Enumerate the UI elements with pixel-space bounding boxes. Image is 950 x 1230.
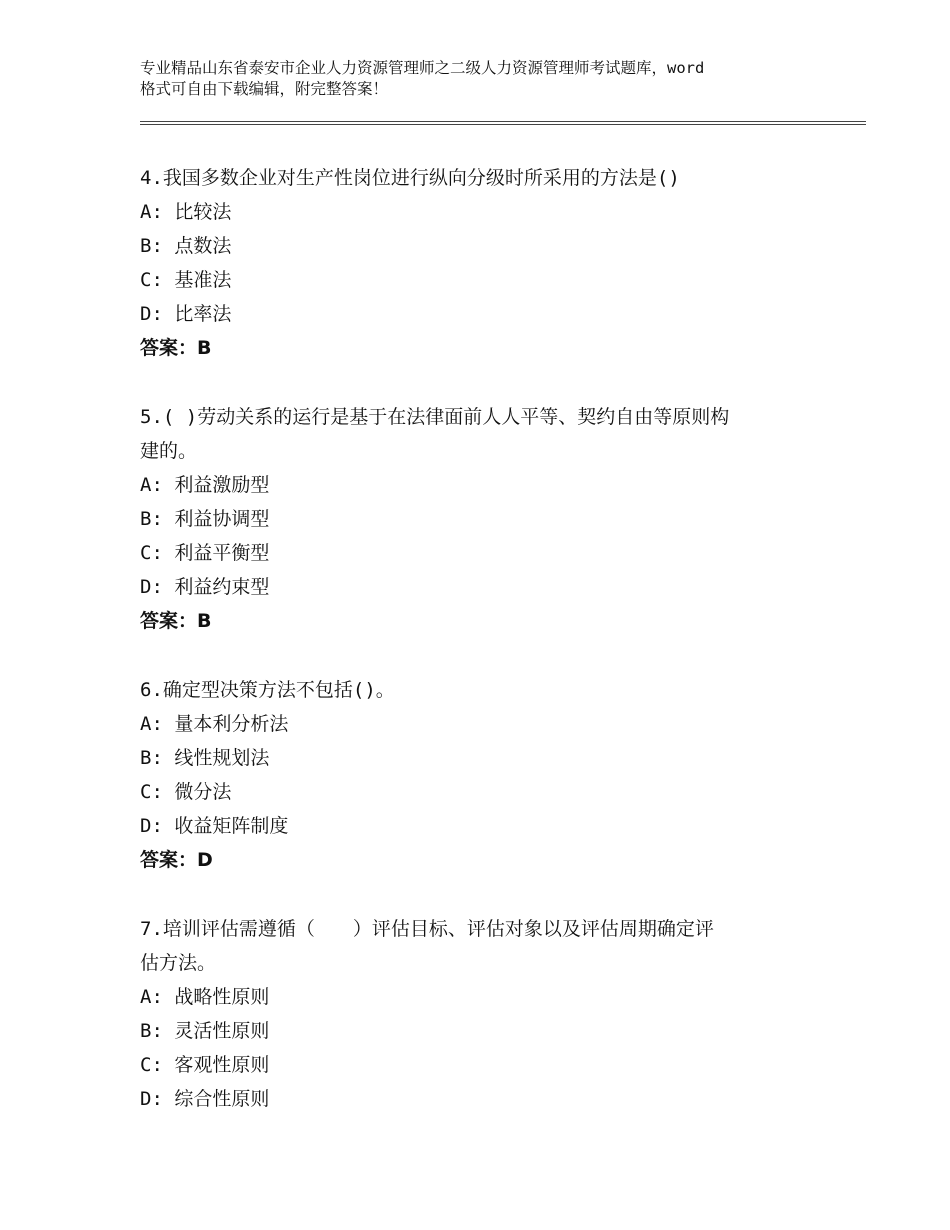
option-d: D: 比率法 <box>140 303 232 325</box>
option-a: A: 利益激励型 <box>140 474 270 496</box>
option-c: C: 基准法 <box>140 269 232 291</box>
question-stem: 6.确定型决策方法不包括()。 <box>140 679 395 701</box>
option-d: D: 利益约束型 <box>140 576 270 598</box>
option-c: C: 微分法 <box>140 781 232 803</box>
option-a: A: 比较法 <box>140 201 232 223</box>
question-7 <box>140 912 820 1116</box>
question-stem: 5.( )劳动关系的运行是基于在法律面前人人平等、契约自由等原则构 <box>140 406 730 428</box>
option-d: D: 收益矩阵制度 <box>140 815 289 837</box>
answer: 答案：B <box>140 610 212 632</box>
option-b: B: 线性规划法 <box>140 747 270 769</box>
option-b: B: 利益协调型 <box>140 508 270 530</box>
header-line-1: 专业精品山东省泰安市企业人力资源管理师之二级人力资源管理师考试题库，word <box>140 59 705 77</box>
question-stem: 4.我国多数企业对生产性岗位进行纵向分级时所采用的方法是() <box>140 167 680 189</box>
option-b: B: 点数法 <box>140 235 232 257</box>
option-b: B: 灵活性原则 <box>140 1020 270 1042</box>
option-a: A: 量本利分析法 <box>140 713 289 735</box>
option-a: A: 战略性原则 <box>140 986 270 1008</box>
document-header <box>140 58 830 100</box>
answer: 答案：B <box>140 337 212 359</box>
question-stem: 7.培训评估需遵循（ ）评估目标、评估对象以及评估周期确定评 <box>140 918 714 940</box>
question-stem-continued: 估方法。 <box>140 952 217 974</box>
header-divider-bottom <box>140 124 866 125</box>
answer: 答案：D <box>140 849 213 871</box>
option-d: D: 综合性原则 <box>140 1088 270 1110</box>
option-c: C: 客观性原则 <box>140 1054 270 1076</box>
header-divider-top <box>140 121 866 122</box>
header-line-2: 格式可自由下载编辑，附完整答案！ <box>140 80 389 98</box>
option-c: C: 利益平衡型 <box>140 542 270 564</box>
question-4 <box>140 161 820 365</box>
question-5 <box>140 400 820 638</box>
question-stem-continued: 建的。 <box>140 440 198 462</box>
question-6 <box>140 673 820 877</box>
